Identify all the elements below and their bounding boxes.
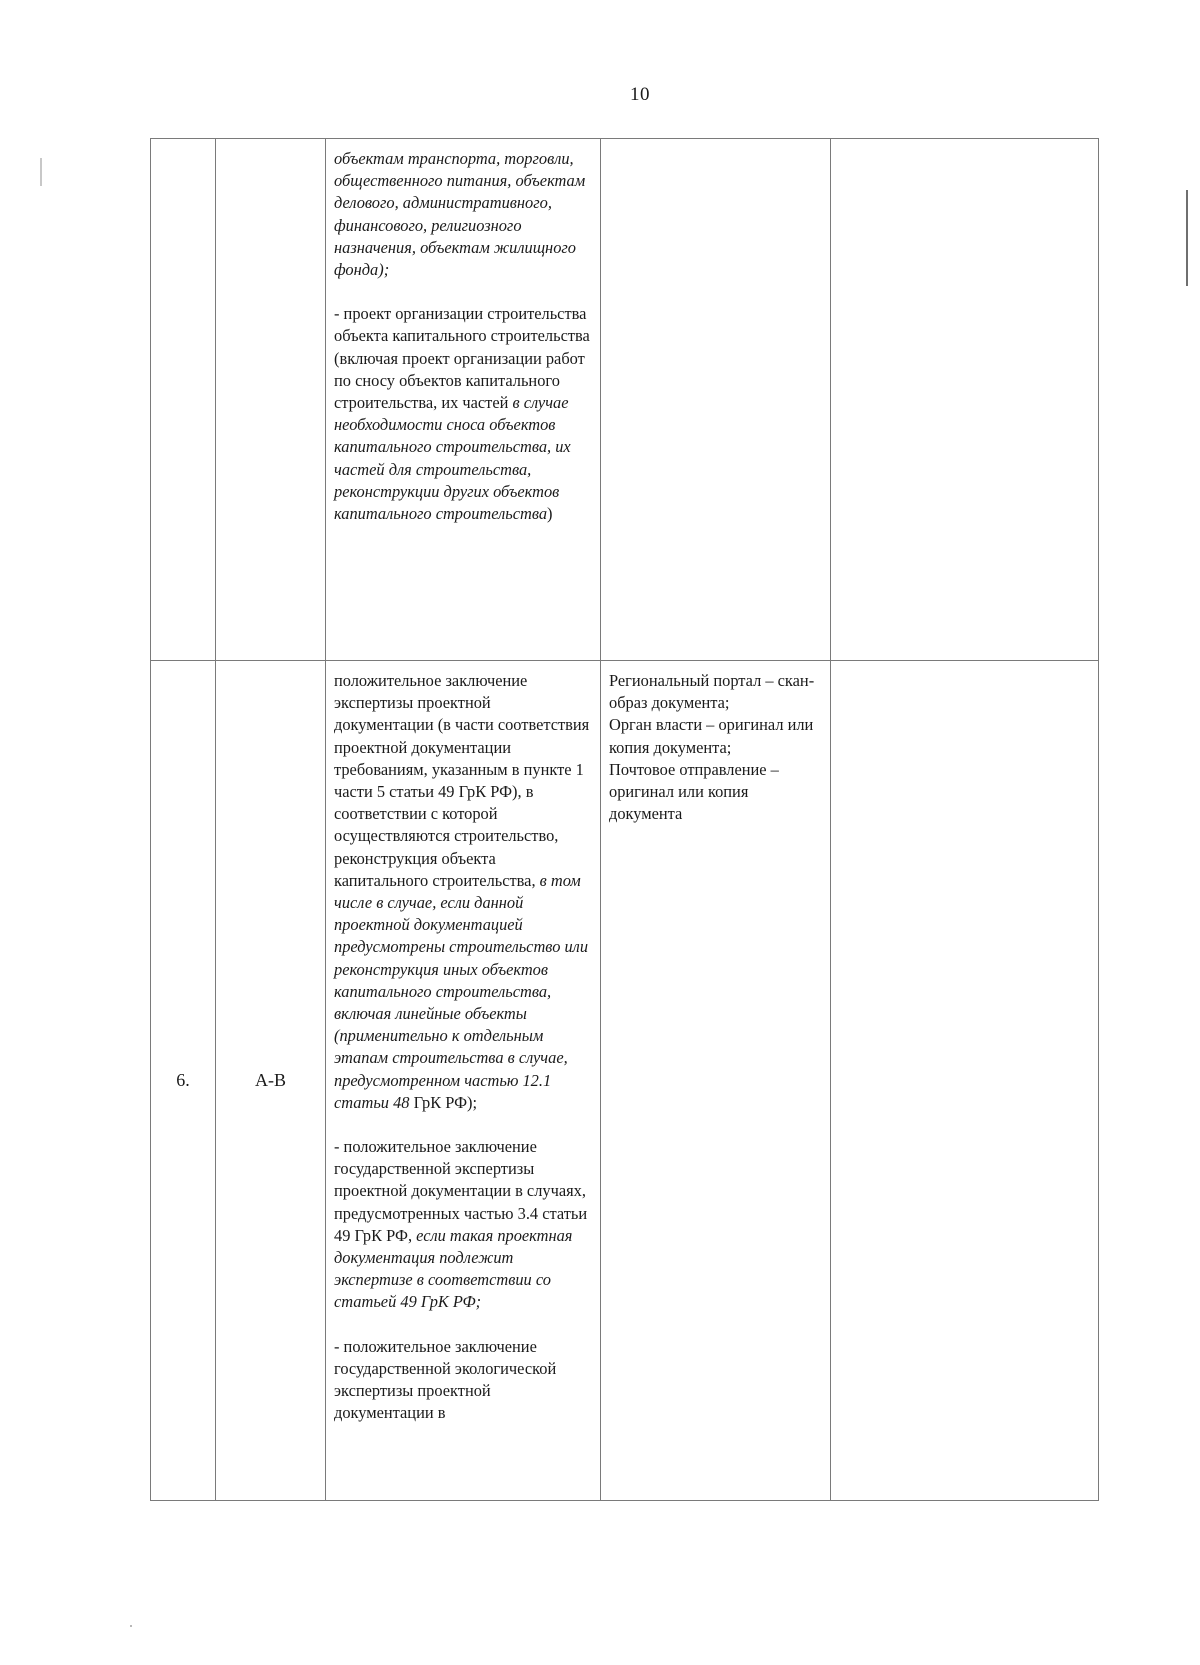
document-paragraph xyxy=(334,148,594,281)
notes-cell xyxy=(831,661,1099,1501)
table-row xyxy=(151,661,1099,1501)
scan-edge-mark xyxy=(1186,190,1188,286)
submission-cell xyxy=(601,661,831,1501)
document-text-italic: в случае необходимости сноса объектов капитального строительства, их частей для строительства, реконструкции других объектов капитального строительства xyxy=(334,393,571,524)
code-cell: А-В xyxy=(216,661,326,1501)
document-paragraph xyxy=(334,1336,594,1425)
document-text-italic: если такая проектная документация подлежит экспертизе в соответствии со статьей 49 ГрК РФ; xyxy=(334,1225,573,1312)
documents-cell xyxy=(326,661,601,1501)
scan-artifact xyxy=(130,1625,132,1627)
document-paragraph: - проект организации строительства объекта капитального строительства (включая проект организации работ по сносу объектов капитального строительства, их частей в случае необходимости сноса объектов капитального строительства, их частей для строительства, реконструкции других объектов капитального строительства) xyxy=(334,304,590,524)
notes-cell xyxy=(831,139,1099,661)
document-paragraph xyxy=(334,670,594,1114)
document-paragraph xyxy=(334,1136,594,1314)
submission-line: Почтовое отправление – оригинал или копия документа xyxy=(609,759,779,824)
submission-line: Орган власти – оригинал или копия документа; xyxy=(609,715,814,757)
submission-line: Региональный портал – скан-образ документа; xyxy=(609,671,815,713)
documents-cell xyxy=(326,139,601,661)
document-text: объектам транспорта, торговли, общественного питания, объектам делового, административного, финансового, религиозного назначения, объектам жилищного фонда); xyxy=(334,149,586,280)
scan-artifact xyxy=(40,158,42,186)
submission-cell xyxy=(601,139,831,661)
document-table xyxy=(150,138,1099,1501)
code-cell xyxy=(216,139,326,661)
page-number: 10 xyxy=(630,84,650,105)
document-text: положительное заключение экспертизы проектной документации (в части соответствия проектной документации требованиям, указанным в пункте 1 части 5 статьи 49 ГрК РФ), в соответствии с которой осуществляются строительство, реконструкция объекта капитального строительства, xyxy=(334,671,590,890)
document-text: - проект организации строительства объекта капитального строительства (включая проект организации работ по сносу объектов капитального строительства, их частей xyxy=(334,304,590,413)
table-row xyxy=(151,139,1099,661)
number-cell: 6. xyxy=(151,661,216,1501)
document-text: - положительное заключение государственной экологической экспертизы проектной документации в xyxy=(334,1336,557,1423)
document-text-italic: в том числе в случае, если данной проектной документацией предусмотрены строительство или реконструкция иных объектов капитального строительства, включая линейные объекты (применительно к отдельным этапам строительства в случае, предусмотренном частью 12.1 статьи 48 xyxy=(334,870,589,1112)
document-text: ГрК РФ); xyxy=(413,1092,478,1112)
document-text: - положительное заключение государственной экспертизы проектной документации в случаях, предусмотренных частью 3.4 статьи 49 ГрК РФ, xyxy=(334,1137,588,1245)
number-cell xyxy=(151,139,216,661)
